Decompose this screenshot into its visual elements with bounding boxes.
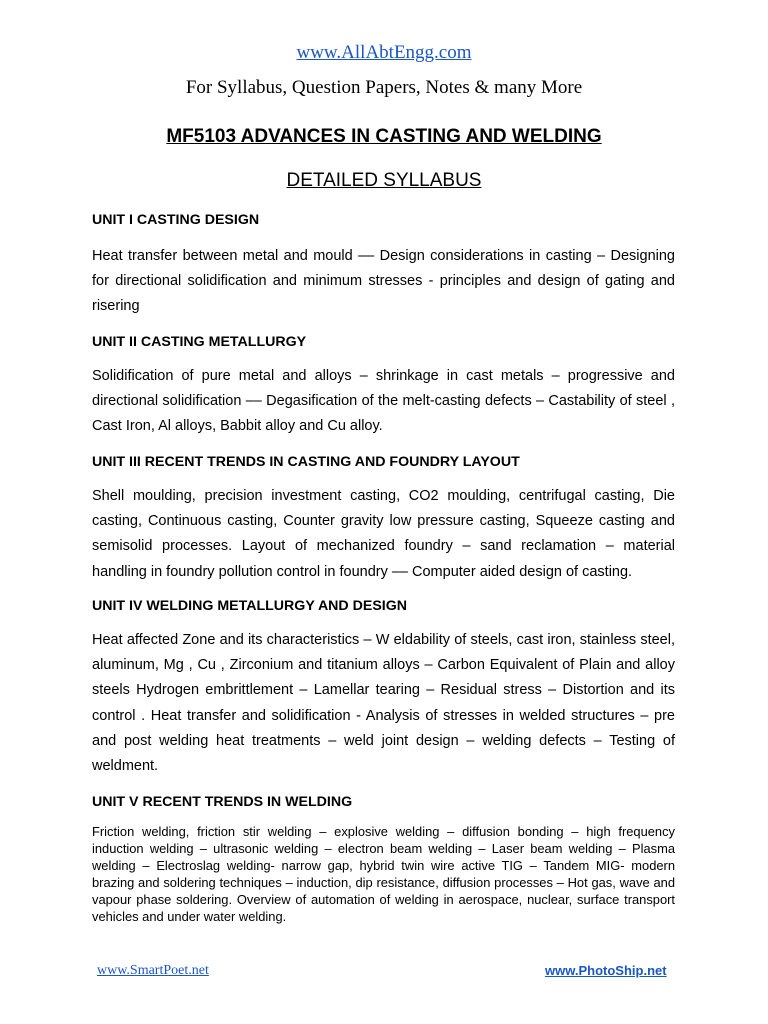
- footer-link-smartpoet[interactable]: www.SmartPoet.net: [97, 963, 209, 978]
- unit-4-heading: UNIT IV WELDING METALLURGY AND DESIGN: [92, 598, 408, 614]
- unit-4-body: Heat affected Zone and its characteristics – W eldability of steels, cast iron, stainless steel, aluminum, Mg , Cu , Zirconium and titanium alloys – Carbon Equivalent of Plain and alloy steels Hydrogen embrittlement – Lamellar tearing – Residual stress – Distortion and its control . Heat transfer and solidification - Analysis of stresses in welded structures – pre and post welding heat treatments – weld joint design – welding defects – Testing of weldment.: [92, 632, 675, 775]
- unit-2-heading: UNIT II CASTING METALLURGY: [92, 334, 307, 350]
- unit-5-heading: UNIT V RECENT TRENDS IN WELDING: [92, 794, 353, 810]
- unit-1-heading: UNIT I CASTING DESIGN: [92, 212, 260, 228]
- unit-2-body: Solidification of pure metal and alloys – shrinkage in cast metals – progressive and directional solidification –– Degasification of the melt-casting defects – Castability of steel , Cast Iron, Al alloys, Babbit alloy and Cu alloy.: [92, 368, 675, 435]
- unit-3-heading: UNIT III RECENT TRENDS IN CASTING AND FOUNDRY LAYOUT: [92, 454, 520, 470]
- unit-3-body: Shell moulding, precision investment casting, CO2 moulding, centrifugal casting, Die casting, Continuous casting, Counter gravity low pressure casting, Squeeze casting and semisolid processes. Layout of mechanized foundry – sand reclamation – material handling in foundry pollution control in foundry –– Computer aided design of casting.: [92, 488, 675, 580]
- syllabus-subtitle: DETAILED SYLLABUS: [286, 170, 482, 191]
- unit-5-body: Friction welding, friction stir welding – explosive welding – diffusion bonding – high frequency induction welding – ultrasonic welding – electron beam welding – Laser beam welding – Plasma welding – Electroslag welding- narrow gap, hybrid twin wire active TIG – Tandem MIG- modern brazing and soldering techniques – induction, dip resistance, diffusion processes – Hot gas, wave and vapour phase soldering. Overview of automation of welding in aerospace, nuclear, surface transport vehicles and under water welding.: [92, 824, 675, 924]
- tagline: For Syllabus, Question Papers, Notes & many More: [185, 77, 583, 98]
- unit-1-body: Heat transfer between metal and mould –– Design considerations in casting – Designing for directional solidification and minimum stresses - principles and design of gating and risering: [92, 248, 675, 315]
- footer-link-photoship[interactable]: www.PhotoShip.net: [545, 963, 667, 978]
- site-link[interactable]: www.AllAbtEngg.com: [296, 42, 472, 63]
- course-title: MF5103 ADVANCES IN CASTING AND WELDING: [166, 126, 602, 147]
